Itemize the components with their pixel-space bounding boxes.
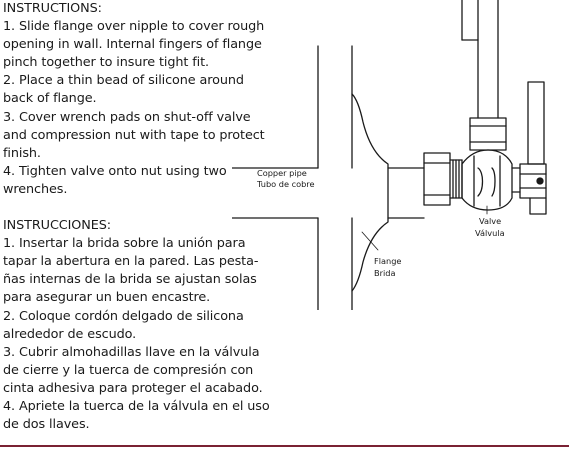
- instruccion-line: alrededor de escudo.: [3, 326, 137, 342]
- instruction-line: finish.: [3, 145, 41, 161]
- compression-nut: [424, 153, 462, 205]
- instruction-line: 1. Slide flange over nipple to cover rough: [3, 19, 265, 35]
- footer-divider: [0, 445, 569, 447]
- instruccion-line: cinta adhesiva para proteger el acabado.: [3, 380, 263, 396]
- instruccion-line: de dos llaves.: [3, 417, 90, 433]
- instruction-line: and compression nut with tape to protect: [3, 127, 265, 143]
- instruccion-line: tapar la abertura en la pared. Las pesta-: [3, 254, 259, 270]
- copper-pipe-label: Copper pipe: [257, 168, 307, 178]
- instruction-line: 2. Place a thin bead of silicone around: [3, 73, 244, 89]
- wall: [318, 46, 352, 310]
- instructions-heading-en: INSTRUCTIONS:: [3, 1, 102, 16]
- tubo-de-cobre-label: Tubo de cobre: [257, 179, 315, 189]
- valve-body: [462, 150, 512, 210]
- instruction-line: wrenches.: [3, 181, 68, 197]
- instructions-heading-es: INSTRUCCIONES:: [3, 218, 111, 234]
- instructions-column: [3, 0, 270, 434]
- instruction-line: back of flange.: [3, 91, 97, 107]
- top-compression-nut: [470, 118, 506, 150]
- instruction-line: opening in wall. Internal fingers of flange: [3, 37, 262, 53]
- instruccion-line: ñas internas de la brida se ajustan solas: [3, 272, 257, 288]
- instruccion-line: 3. Cubrir almohadillas llave en la válvula: [3, 344, 260, 360]
- brida-label: Brida: [374, 268, 396, 278]
- valvula-label: Válvula: [475, 228, 505, 238]
- instruccion-line: de cierre y la tuerca de compresión con: [3, 362, 254, 378]
- nipple: [388, 168, 424, 218]
- valve-label: Valve: [479, 216, 502, 226]
- instruccion-line: 1. Insertar la brida sobre la unión para: [3, 236, 246, 252]
- instruccion-line: 2. Coloque cordón delgado de silicona: [3, 308, 244, 324]
- instruction-line: pinch together to insure tight fit.: [3, 55, 209, 71]
- section-gap: [3, 199, 248, 217]
- flange-label: Flange: [374, 256, 402, 266]
- instruction-line: 4. Tighten valve onto nut using two: [3, 163, 227, 179]
- riser-tube: [462, 0, 498, 118]
- instruccion-line: para asegurar un buen encastre.: [3, 290, 211, 306]
- instruction-line: 3. Cover wrench pads on shut-off valve: [3, 109, 251, 125]
- valve-installation-diagram: [232, 0, 569, 310]
- instruccion-line: 4. Apriete la tuerca de la válvula en el uso: [3, 398, 270, 414]
- valve-handle: [512, 82, 546, 214]
